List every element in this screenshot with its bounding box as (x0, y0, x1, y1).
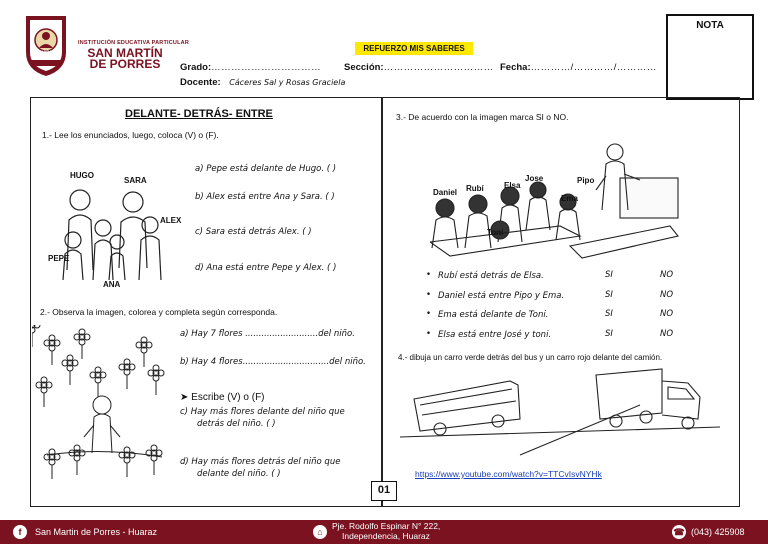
q3-item-1 (438, 270, 674, 281)
q2-item-b[interactable]: b) Hay 4 flores................................del niño. (180, 357, 366, 367)
q3-item-4-no[interactable]: NO (660, 329, 674, 339)
footer-phone: (043) 425908 (691, 527, 745, 537)
q3-item-3-no[interactable]: NO (660, 309, 674, 319)
section-blank[interactable]: …………………………… (383, 62, 494, 73)
arrow-icon: ➤ (180, 392, 189, 403)
q2-item-d-line1: d) Hay más flores detrás del niño que (180, 457, 341, 467)
grade-field (180, 62, 321, 73)
name-label-hugo: HUGO (70, 171, 94, 180)
q3-item-1-si[interactable]: SI (605, 270, 613, 280)
column-divider (381, 97, 383, 507)
q3-item-4-text: • Elsa está entre José y toni. (438, 330, 551, 340)
name-label-pepe: PEPE (48, 254, 70, 263)
teacher-name: Cáceres Sal y Rosas Graciela (229, 78, 346, 87)
q3-instruction: 3.- De acuerdo con la imagen marca SI o NO. (396, 112, 569, 122)
q3-item-2 (438, 290, 674, 301)
grade-label: Grado: (180, 62, 212, 73)
footer-address-line1: Pje. Rodolfo Espinar N° 222, (332, 521, 441, 531)
q1-item-a[interactable]: a) Pepe está delante de Hugo. ( ) (195, 164, 337, 174)
q3-item-2-text: • Daniel está entre Pipo y Ema. (438, 291, 564, 301)
q3-item-3 (438, 309, 674, 320)
name-label-daniel: Daniel (433, 188, 458, 197)
worksheet-title: REFUERZO MIS SABERES (355, 42, 473, 55)
q3-item-4-si[interactable]: SI (605, 329, 613, 339)
date-blank[interactable]: …………/…………/………… (530, 62, 657, 73)
q2-item-a[interactable]: a) Hay 7 flores ...........................del niño. (180, 329, 355, 339)
name-label-jose: Jose (525, 174, 544, 183)
footer-bar (0, 520, 768, 544)
flowers-boy-illustration (32, 325, 172, 490)
q2-instruction: 2.- Observa la imagen, colorea y completa según corresponda. (40, 307, 278, 317)
section-field (344, 62, 494, 73)
bus-truck-drawing-area[interactable] (400, 365, 720, 465)
footer-address (332, 521, 440, 541)
q3-item-2-no[interactable]: NO (660, 290, 674, 300)
name-label-toni: Toni (487, 228, 504, 237)
name-label-ema: Ema (561, 194, 578, 203)
section-label: Sección: (344, 62, 384, 73)
seal-city-label: HUARAZ (37, 49, 55, 54)
teacher-label: Docente: (180, 77, 221, 88)
date-field (500, 62, 657, 73)
q1-instruction: 1.- Lee los enunciados, luego, coloca (V) o (F). (42, 130, 219, 140)
location-pin-icon: ⌂ (313, 525, 327, 539)
name-label-elsa: Elsa (504, 181, 521, 190)
teacher-field (180, 77, 345, 88)
q2-item-d[interactable] (180, 456, 340, 480)
phone-icon: ☎ (673, 527, 685, 537)
q2-item-c[interactable] (180, 406, 345, 430)
classroom-illustration (430, 130, 680, 260)
section-title: DELANTE- DETRÁS- ENTRE (125, 108, 273, 120)
q2-subtitle-text: Escribe (V) o (F) (191, 392, 265, 403)
school-name-line1: INSTITUCIÓN EDUCATIVA PARTICULAR (78, 40, 189, 46)
nota-label: NOTA (696, 20, 724, 31)
footer-address-line2: Independencia, Huaraz (342, 531, 430, 541)
school-name-line2: SAN MARTÍN DE PORRES (87, 46, 163, 71)
date-label: Fecha: (500, 62, 531, 73)
q3-item-3-text: • Ema está delante de Toni. (438, 310, 548, 320)
name-label-alex: ALEX (160, 216, 182, 225)
q1-item-d[interactable]: d) Ana está entre Pepe y Alex. ( ) (195, 263, 337, 273)
q2-item-d-line2: delante del niño. ( ) (197, 469, 281, 479)
school-seal-logo (22, 12, 70, 78)
q2-item-c-line1: c) Hay más flores delante del niño que (180, 407, 345, 417)
children-illustration (55, 180, 175, 285)
name-label-sara: SARA (124, 176, 147, 185)
facebook-icon[interactable]: f (13, 525, 27, 539)
page-number: 01 (371, 481, 397, 501)
q1-item-c[interactable]: c) Sara está detrás Alex. ( ) (195, 227, 312, 237)
q4-instruction: 4.- dibuja un carro verde detrás del bus y un carro rojo delante del camión. (398, 353, 663, 362)
name-label-ana: ANA (103, 280, 121, 289)
name-label-pipo: Pipo (577, 176, 595, 185)
q1-item-b[interactable]: b) Alex está entre Ana y Sara. ( ) (195, 192, 335, 202)
q3-item-4 (438, 329, 674, 340)
q2-subtitle (180, 392, 265, 403)
name-label-rubi: Rubí (466, 184, 484, 193)
q2-item-c-line2: detrás del niño. ( ) (197, 419, 276, 429)
q3-item-1-text: • Rubí está detrás de Elsa. (438, 271, 544, 281)
footer-facebook-text: San Martin de Porres - Huaraz (35, 527, 158, 537)
q3-item-1-no[interactable]: NO (660, 270, 674, 280)
youtube-link[interactable]: https://www.youtube.com/watch?v=TTCvIsvNYHk (415, 469, 602, 479)
q3-item-2-si[interactable]: SI (605, 290, 613, 300)
grade-blank[interactable]: …………………………… (211, 62, 322, 73)
q3-item-3-si[interactable]: SI (605, 309, 613, 319)
